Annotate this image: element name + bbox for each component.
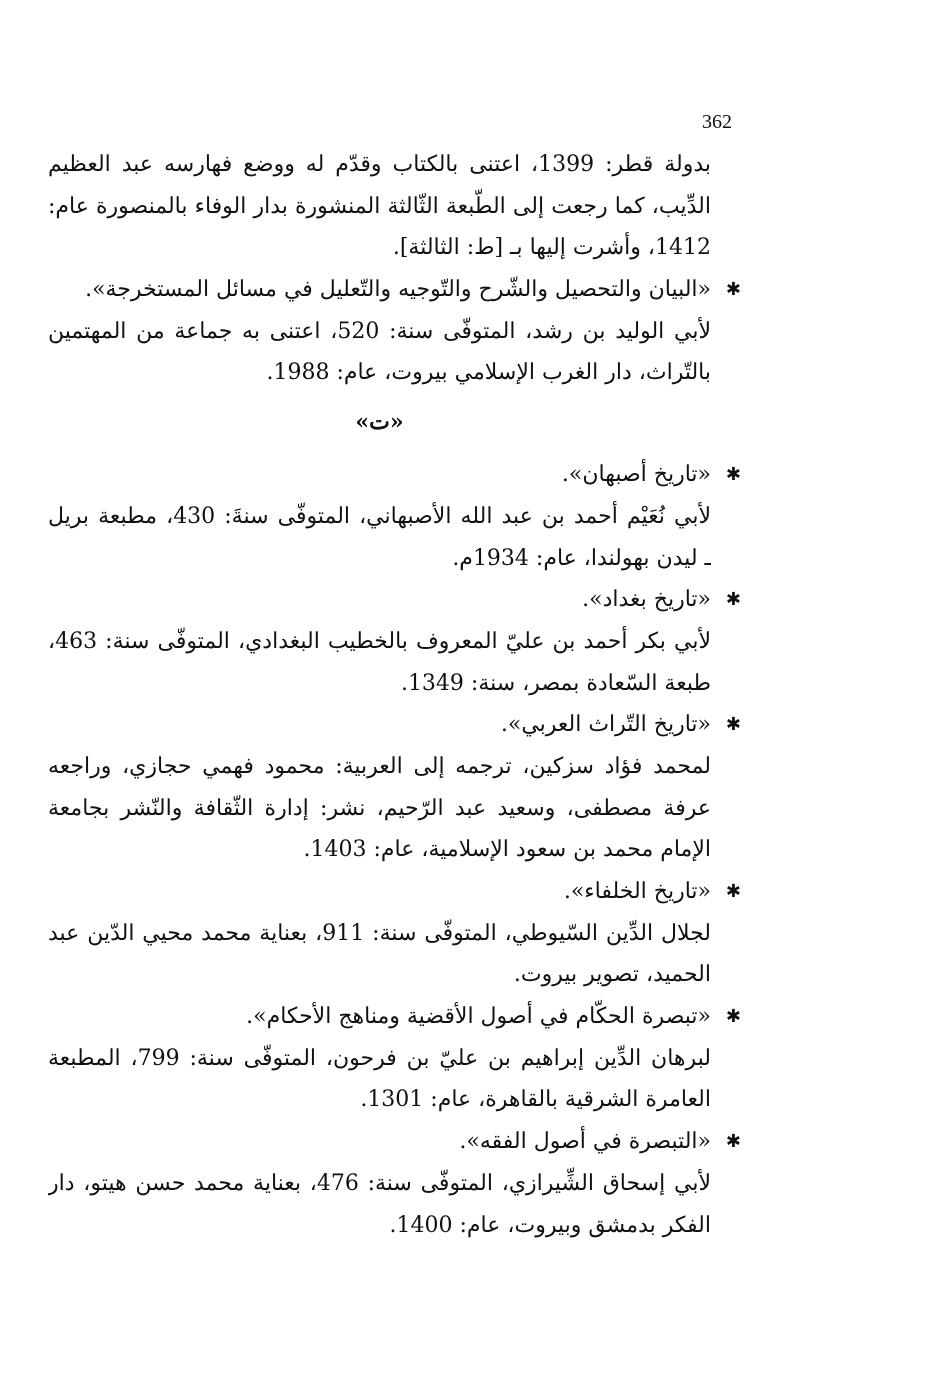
asterisk-bullet-icon: ✱ — [725, 1006, 741, 1028]
entry-title-text: «تبصرة الحكّام في أصول الأقضية ومناهج الأحكام». — [246, 1004, 711, 1030]
text-line: لأبي نُعَيْم أحمد بن عبد الله الأصبهاني، المتوفّى سنةَ: 430، مطبعة بريل — [48, 503, 711, 529]
entry-title-text: «تاريخ التّراث العربي». — [500, 712, 711, 738]
text-line: ـ ليدن بهولندا، عام: 1934م. — [452, 545, 711, 571]
text-line: لأبي إسحاق الشِّيرازي، المتوفّى سنة: 476، بعناية محمد حسن هيتو، دار — [48, 1170, 711, 1196]
text-line: العامرة الشرقية بالقاهرة، عام: 1301. — [360, 1087, 711, 1113]
asterisk-bullet-icon: ✱ — [725, 1131, 741, 1153]
bibliography-entry — [48, 704, 741, 871]
text-line: الحميد، تصوير بيروت. — [513, 962, 711, 988]
text-line: طبعة السّعادة بمصر، سنة: 1349. — [400, 670, 711, 696]
bibliography-entry — [48, 269, 741, 394]
asterisk-bullet-icon: ✱ — [725, 279, 741, 301]
text-line: لأبي بكر أحمد بن عليّ المعروف بالخطيب البغدادي، المتوفّى سنة: 463، — [48, 628, 711, 654]
text-line: 1412، وأشرت إليها بـ [ط: الثالثة]. — [392, 235, 711, 261]
bibliography-entry — [48, 996, 741, 1121]
entry-title-text: «تاريخ بغداد». — [582, 587, 711, 613]
text-line: الفكر بدمشق وبيروت، عام: 1400. — [389, 1212, 711, 1238]
page-body — [48, 108, 741, 1246]
section-heading: «ت» — [355, 409, 404, 436]
text-line: عرفة مصطفى، وسعيد عبد الرّحيم، نشر: إدارة الثّقافة والنّشر بجامعة — [48, 795, 711, 821]
entry-title — [48, 579, 741, 621]
text-line: لبرهان الدِّين إبراهيم بن عليّ بن فرحون، المتوفّى سنة: 799، المطبعة — [48, 1045, 711, 1071]
text-line: لمحمد فؤاد سزكين، ترجمه إلى العربية: محمود فهمي حجازي، وراجعه — [48, 753, 711, 779]
page-number: 362 — [702, 111, 732, 133]
bibliography-entry — [48, 871, 741, 996]
entry-title-text: «تاريخ الخلفاء». — [563, 879, 711, 904]
entry-title-text: «التبصرة في أصول الفقه». — [459, 1129, 711, 1155]
bibliography-entry — [48, 454, 741, 579]
asterisk-bullet-icon: ✱ — [725, 589, 741, 611]
intro-paragraph — [48, 144, 711, 269]
entry-title — [48, 1121, 741, 1163]
asterisk-bullet-icon: ✱ — [725, 714, 741, 736]
bibliography-entry — [48, 579, 741, 704]
text-line: لأبي الوليد بن رشد، المتوفّى سنة: 520، اعتنى به جماعة من المهتمين — [48, 318, 711, 344]
entry-title-text: «البيان والتحصيل والشّرح والتّوجيه والتّعليل في مسائل المستخرجة». — [85, 277, 711, 303]
entry-title — [48, 871, 741, 913]
entry-title — [48, 454, 741, 496]
bibliography-entry — [48, 1121, 741, 1246]
asterisk-bullet-icon: ✱ — [725, 881, 741, 902]
text-line: الدِّيب، كما رجعت إلى الطّبعة الثّالثة المنشورة بدار الوفاء بالمنصورة عام: — [48, 193, 711, 219]
text-line: لجلال الدِّين السّيوطي، المتوفّى سنة: 911، بعناية محمد محيي الدّين عبد — [48, 920, 711, 946]
text-line: بالتّراث، دار الغرب الإسلامي بيروت، عام: 1988. — [266, 360, 711, 386]
entry-title — [48, 269, 741, 311]
text-line: الإمام محمد بن سعود الإسلامية، عام: 1403. — [303, 837, 711, 863]
entry-title-text: «تاريخ أصبهان». — [561, 462, 711, 488]
text-line: بدولة قطر: 1399، اعتنى بالكتاب وقدّم له ووضع فهارسه عبد العظيم — [48, 152, 711, 177]
entry-title — [48, 704, 741, 746]
asterisk-bullet-icon: ✱ — [725, 464, 741, 486]
entry-title — [48, 996, 741, 1038]
